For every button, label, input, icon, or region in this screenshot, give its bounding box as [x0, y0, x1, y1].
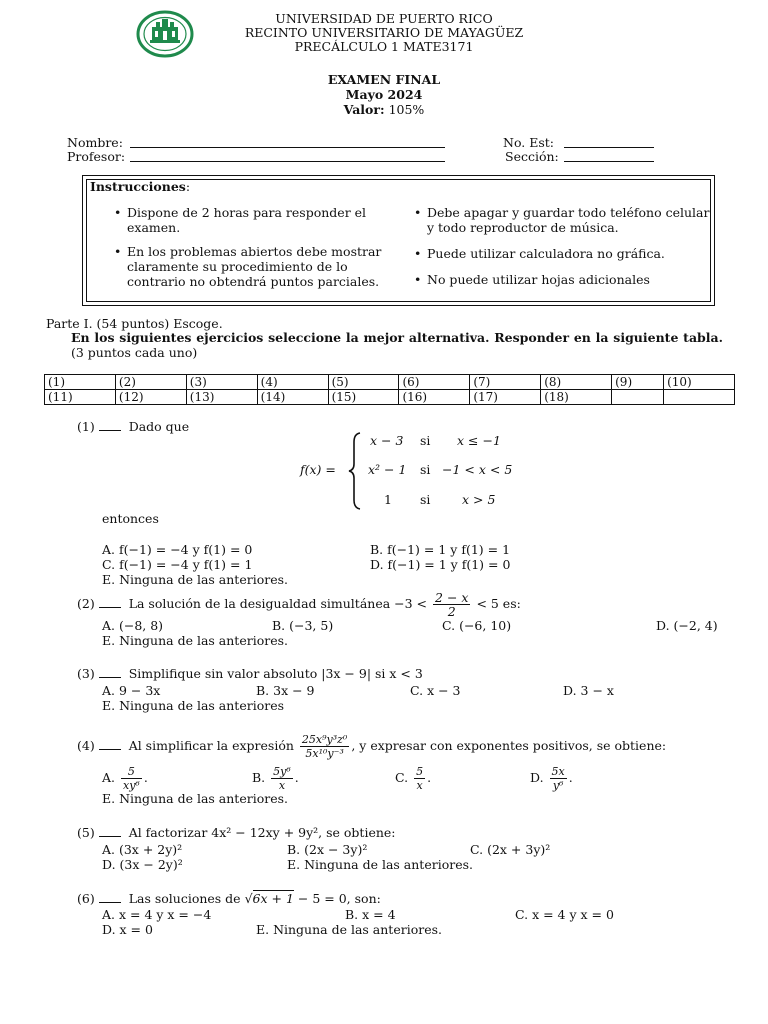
answer-table-row — [45, 375, 735, 390]
fraction-denominator: x — [416, 779, 423, 792]
answer-blank[interactable] — [99, 667, 121, 678]
question-prompt-end: , y expresar con exponentes positivos, se obtiene: — [351, 738, 667, 753]
question-prompt-end: < 5 es: — [476, 596, 521, 611]
fraction-denominator: 5x¹⁰y⁻³ — [305, 747, 344, 760]
answer-cell[interactable]: (3) — [186, 375, 257, 390]
option-c[interactable]: C. x = 4 y x = 0 — [515, 907, 614, 922]
instruction-item: • Puede utilizar calculadora no gráfica. — [414, 246, 665, 261]
piece-3-si: si — [420, 492, 431, 507]
fraction-denominator: 2 — [447, 604, 456, 619]
piece-2-condition: −1 < x < 5 — [442, 462, 513, 477]
student-no-label: No. Est: — [503, 135, 554, 150]
fraction-numerator: 5y⁶ — [273, 765, 291, 778]
piece-1-condition: x ≤ −1 — [457, 433, 501, 448]
answer-cell[interactable]: (18) — [541, 390, 612, 405]
option-a[interactable]: A. (−8, 8) — [102, 618, 164, 633]
instruction-item: • En los problemas abiertos debe mostrar claramente su procedimiento de lo contrario no obtendrá puntos parciales. — [114, 244, 382, 289]
option-c[interactable]: C. f(−1) = −4 y f(1) = 1 — [102, 557, 253, 572]
piece-2-expression: x² − 1 — [368, 462, 407, 477]
question-1-stem — [77, 419, 189, 434]
question-4-stem — [77, 730, 666, 762]
question-prompt: Dado que — [128, 419, 190, 434]
piece-2-si: si — [420, 462, 431, 477]
exam-value — [0, 103, 768, 117]
answer-blank[interactable] — [99, 826, 121, 837]
option-d[interactable]: D. $\frac{5x}{\text{y⁶}}$ . — [530, 765, 573, 792]
answer-cell[interactable]: (16) — [399, 390, 470, 405]
name-field[interactable] — [130, 135, 445, 148]
option-a[interactable]: A. f(−1) = −4 y f(1) = 0 — [102, 542, 253, 557]
option-b[interactable]: B. 3x − 9 — [256, 683, 315, 698]
answer-cell[interactable]: (10) — [664, 375, 735, 390]
answer-cell[interactable]: (6) — [399, 375, 470, 390]
option-b[interactable]: B. (2x − 3y)² — [287, 842, 368, 857]
piece-3-condition: x > 5 — [462, 492, 496, 507]
answer-cell[interactable] — [612, 390, 664, 405]
fraction-denominator: y⁶ — [552, 779, 564, 792]
answer-cell[interactable]: (2) — [115, 375, 186, 390]
question-prompt: Al simplificar la expresión — [128, 738, 294, 753]
radicand: 6x + 1 — [252, 891, 294, 906]
question-prompt: Simplifique sin valor absoluto |3x − 9| si x < 3 — [128, 666, 423, 681]
university-name: UNIVERSIDAD DE PUERTO RICO — [275, 11, 493, 26]
option-c[interactable]: C. x − 3 — [410, 683, 461, 698]
question-prompt: Las soluciones de — [128, 891, 241, 906]
piece-1-expression: x − 3 — [370, 433, 404, 448]
answer-cell[interactable]: (17) — [470, 390, 541, 405]
question-number: (3) — [77, 666, 95, 681]
question-5-stem — [77, 825, 396, 840]
professor-label: Profesor: — [67, 149, 126, 164]
answer-cell[interactable]: (4) — [257, 375, 328, 390]
option-d[interactable]: D. x = 0 — [102, 922, 153, 937]
option-d[interactable]: D. (−2, 4) — [656, 618, 718, 633]
question-number: (1) — [77, 419, 95, 434]
sqrt-icon: √ — [244, 891, 253, 906]
value-amount: 105% — [388, 102, 425, 117]
option-a[interactable]: A. $\frac{5}{\text{xy⁶}}$ . — [102, 765, 148, 792]
option-a[interactable]: A. (3x + 2y)² — [102, 842, 183, 857]
answer-blank[interactable] — [99, 597, 121, 608]
answer-cell[interactable]: (9) — [612, 375, 664, 390]
question-1-after: entonces — [102, 511, 159, 526]
campus-name: RECINTO UNIVERSITARIO DE MAYAGÜEZ — [244, 25, 524, 40]
bullet-icon: • — [414, 272, 422, 287]
answer-cell[interactable]: (14) — [257, 390, 328, 405]
answer-cell[interactable]: (7) — [470, 375, 541, 390]
fraction-numerator: 2 − x — [435, 590, 469, 605]
section-field[interactable] — [564, 149, 654, 162]
question-6-stem — [77, 891, 381, 906]
piecewise-function-label: f(x) = — [300, 462, 336, 477]
answer-blank[interactable] — [99, 739, 121, 750]
option-c[interactable]: C. (2x + 3y)² — [470, 842, 551, 857]
answer-cell[interactable]: (15) — [328, 390, 399, 405]
piece-1-si: si — [420, 433, 431, 448]
answer-cell[interactable]: (5) — [328, 375, 399, 390]
part1-heading: Parte I. (54 puntos) Escoge. — [46, 316, 223, 331]
answer-cell[interactable] — [664, 390, 735, 405]
option-a[interactable]: A. x = 4 y x = −4 — [102, 907, 212, 922]
fraction-numerator: 5 — [121, 765, 142, 779]
name-label: Nombre: — [67, 135, 123, 150]
option-e[interactable]: E. Ninguna de las anteriores. — [102, 572, 288, 587]
instructions-title: Instrucciones: — [90, 179, 191, 194]
fraction-denominator: x — [278, 779, 286, 792]
bullet-icon: • — [414, 246, 422, 261]
exam-title: EXAMEN FINAL — [327, 72, 441, 87]
instruction-item: • Dispone de 2 horas para responder el examen. — [114, 205, 367, 235]
option-b[interactable]: B. f(−1) = 1 y f(1) = 1 — [370, 542, 511, 557]
fraction-numerator: 5 — [416, 765, 424, 778]
student-no-field[interactable] — [564, 135, 654, 148]
part1-bold-instruction: En los siguientes ejercicios seleccione la mejor alternativa. Responder en la siguiente tabla. — [71, 330, 723, 345]
section-label: Sección: — [505, 149, 559, 164]
option-e[interactable]: E. Ninguna de las anteriores. — [102, 633, 288, 648]
answer-cell[interactable]: (12) — [115, 390, 186, 405]
answer-cell[interactable]: (13) — [186, 390, 257, 405]
option-e[interactable]: E. Ninguna de las anteriores. — [102, 791, 288, 806]
course-name: PRECÁLCULO 1 MATE3171 — [294, 39, 474, 54]
part1-instruction — [71, 330, 723, 360]
answer-blank[interactable] — [99, 420, 121, 431]
answer-blank[interactable] — [99, 892, 121, 903]
fraction-numerator: 25x⁹y³z⁰ — [301, 733, 348, 746]
option-c[interactable]: C. $\frac{5}{x}$ . — [395, 765, 432, 792]
fraction — [433, 591, 470, 618]
question-number: (2) — [77, 596, 95, 611]
option-d[interactable]: D. f(−1) = 1 y f(1) = 0 — [370, 557, 511, 572]
fraction — [300, 733, 349, 760]
exam-date: Mayo 2024 — [345, 87, 423, 102]
question-prompt: Al factorizar 4x² − 12xy + 9y², se obtiene: — [128, 825, 396, 840]
question-3-stem — [77, 666, 423, 681]
answer-cell[interactable]: (8) — [541, 375, 612, 390]
option-e[interactable]: E. Ninguna de las anteriores. — [256, 922, 442, 937]
option-c[interactable]: C. (−6, 10) — [442, 618, 512, 633]
answer-table-row — [45, 390, 735, 405]
answer-table — [44, 374, 735, 405]
option-b[interactable]: B. $\frac{\text{5y⁶}}{x}$ . — [252, 765, 299, 792]
question-prompt: La solución de la desigualdad simultánea −3 < — [128, 596, 428, 611]
option-e[interactable]: E. Ninguna de las anteriores — [102, 698, 285, 713]
piece-3-expression: 1 — [384, 492, 392, 507]
answer-cell[interactable]: (1) — [45, 375, 116, 390]
option-b[interactable]: B. (−3, 5) — [272, 618, 334, 633]
bullet-icon: • — [114, 244, 122, 259]
left-brace-icon — [348, 432, 362, 513]
bullet-icon: • — [414, 205, 422, 220]
value-label: Valor: — [343, 102, 385, 117]
question-prompt-end: − 5 = 0, son: — [297, 891, 381, 906]
part1-points-note: (3 puntos cada uno) — [71, 345, 198, 360]
fraction-numerator: 5x — [551, 765, 565, 778]
option-d[interactable]: D. (3x − 2y)² — [102, 857, 183, 872]
bullet-icon: • — [114, 205, 122, 220]
professor-field[interactable] — [130, 149, 445, 162]
instruction-item: • Debe apagar y guardar todo teléfono celular y todo reproductor de música. — [414, 205, 710, 235]
question-2-stem — [77, 588, 521, 620]
instruction-item: • No puede utilizar hojas adicionales — [414, 272, 650, 287]
option-b[interactable]: B. x = 4 — [345, 907, 396, 922]
option-e[interactable]: E. Ninguna de las anteriores. — [287, 857, 473, 872]
option-d[interactable]: D. 3 − x — [563, 683, 614, 698]
option-a[interactable]: A. 9 − 3x — [102, 683, 161, 698]
question-number: (4) — [77, 738, 95, 753]
question-number: (5) — [77, 825, 95, 840]
answer-cell[interactable]: (11) — [45, 390, 116, 405]
question-number: (6) — [77, 891, 95, 906]
fraction-denominator: xy⁶ — [123, 779, 140, 792]
